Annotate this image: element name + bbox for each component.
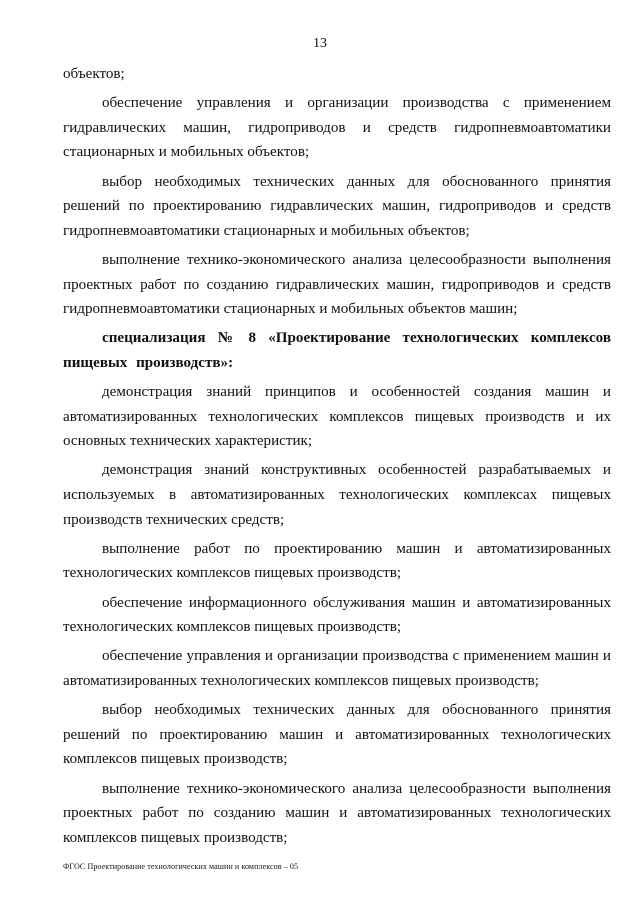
- paragraph: выполнение работ по проектированию машин и автоматизированных технологических комплексов пищевых производств;: [63, 540, 611, 582]
- paragraph-continuation: объектов;: [63, 66, 125, 82]
- paragraph: демонстрация знаний конструктивных особенностей разрабатываемых и используемых в автоматизированных технологических комплексах пищевых производств технических средств;: [63, 462, 611, 528]
- paragraph: обеспечение управления и организации производства с применением машин и автоматизированных технологических комплексов пищевых производств;: [63, 648, 611, 689]
- paragraph: выбор необходимых технических данных для обоснованного принятия решений по проектированию машин и автоматизированных технологических комплексов пищевых производств;: [63, 702, 611, 768]
- page-number: 13: [313, 36, 327, 51]
- paragraph: обеспечение информационного обслуживания машин и автоматизированных технологических комплексов пищевых производств;: [63, 594, 611, 636]
- paragraph: обеспечение управления и организации производства с применением гидравлических машин, гидроприводов и средств гидропневмоавтоматики стационарных и мобильных объектов;: [63, 95, 611, 161]
- page-footer: ФГОС Проектирование технологических машин и комплексов – 05: [63, 862, 299, 871]
- paragraph: демонстрация знаний принципов и особенностей создания машин и автоматизированных технологических комплексов пищевых производств и их основных технических характеристик;: [63, 384, 611, 450]
- paragraph: выполнение технико-экономического анализа целесообразности выполнения проектных работ по созданию гидравлических машин, гидроприводов и средств гидропневмоавтоматики стационарных и мобильных объектов машин;: [63, 251, 611, 318]
- paragraph: выполнение технико-экономического анализа целесообразности выполнения проектных работ по созданию машин и автоматизированных технологических комплексов пищевых производств;: [63, 780, 611, 846]
- paragraph: выбор необходимых технических данных для обоснованного принятия решений по проектированию гидравлических машин, гидроприводов и средств гидропневмоавтоматики стационарных и мобильных объектов;: [63, 173, 611, 239]
- document-body: [63, 62, 611, 855]
- section-heading: специализация № 8 «Проектирование технологических комплексов пищевых производств»:: [63, 330, 611, 371]
